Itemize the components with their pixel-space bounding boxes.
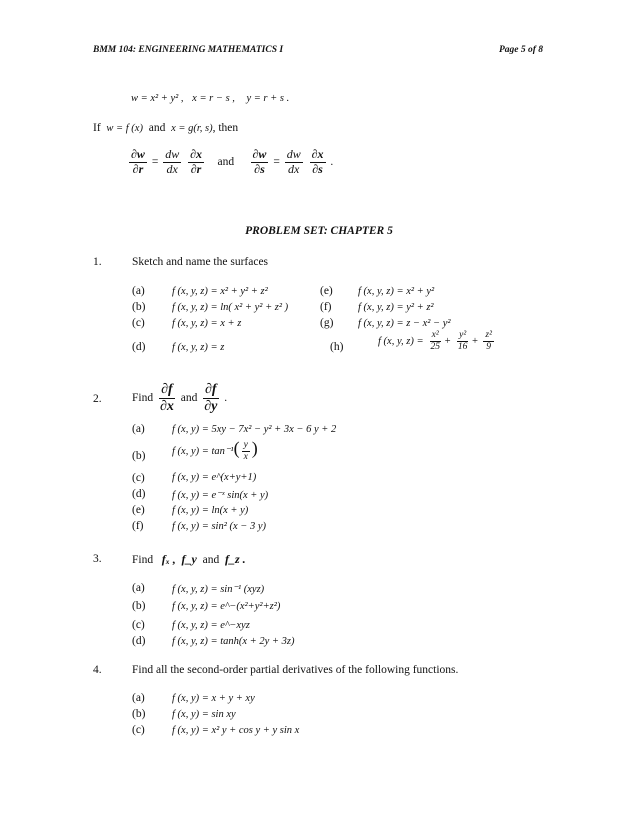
- p1-label-f: (f): [320, 301, 332, 313]
- chain1-r2: $\frac{\partial x}{\partial r}$: [190, 147, 203, 176]
- p1-label-g: (g): [320, 317, 334, 329]
- df-dy: $\frac{\partial f}{\partial y}$: [204, 382, 218, 415]
- header-course-title: BMM 104: ENGINEERING MATHEMATICS I: [93, 45, 284, 55]
- header-page-number: Page 5 of 8: [498, 45, 543, 55]
- p3-expr-a: f (x, y, z) = sin⁻¹ (xyz): [172, 584, 265, 595]
- p2-label-b: (b): [132, 450, 146, 462]
- p1-label-e: (e): [320, 285, 333, 297]
- chain2-lhs: $\frac{\partial w}{\partial s}$: [252, 147, 267, 176]
- p1-expr-g: f (x, y, z) = z − x² − y²: [358, 318, 451, 329]
- problem-3-number: 3.: [93, 553, 102, 565]
- p2-expr-e: f (x, y) = ln(x + y): [172, 505, 249, 516]
- p1-label-c: (c): [132, 317, 145, 329]
- p1-label-a: (a): [132, 285, 145, 297]
- p4-expr-b: f (x, y) = sin xy: [172, 709, 236, 720]
- p1-expr-h: f (x, y, z) = $\frac{\text{x²}}{25}$ + $\frac{\text{y²}}{16}$ + $\frac{\text{z²}}{9}$: [378, 330, 492, 352]
- p4-label-a: (a): [132, 692, 145, 704]
- p3-label-b: (b): [132, 600, 146, 612]
- problem-2-text: Find $\frac{\partial f}{\partial x}$ and $\frac{\partial f}{\partial y}$ .: [132, 382, 228, 415]
- p4-expr-c: f (x, y) = x² y + cos y + y sin x: [172, 725, 300, 736]
- problem-set-title: PROBLEM SET: CHAPTER 5: [245, 225, 393, 237]
- p1-label-d: (d): [132, 341, 146, 353]
- h-frac-y: $\frac{\text{y²}}{16}$: [457, 330, 468, 352]
- h-frac-x: $\frac{\text{x²}}{25}$: [430, 330, 440, 352]
- p3-expr-d: f (x, y, z) = tanh(x + 2y + 3z): [172, 636, 295, 647]
- p2-expr-a: f (x, y) = 5xy − 7x² − y² + 3x − 6 y + 2: [172, 424, 337, 435]
- chain2-r2: $\frac{\partial x}{\partial s}$: [311, 147, 324, 176]
- p3-expr-c: f (x, y, z) = e^−xyz: [172, 620, 250, 631]
- p1-expr-c: f (x, y, z) = x + z: [172, 318, 242, 329]
- h-frac-z: $\frac{\text{z²}}{9}$: [485, 330, 492, 352]
- p1-expr-e: f (x, y, z) = x² + y²: [358, 286, 435, 297]
- chain-rule-equations: $\frac{\partial w}{\partial r}$ = $\frac{dw}{dx}$ $\frac{\partial x}{\partial r}$ and $\frac{\partial w}{\partial s}$ = $\frac{dw}{dx}$ $\frac{\partial x}{\partial s}$ .: [131, 147, 334, 176]
- p2-expr-d: f (x, y) = e⁻ˣ sin(x + y): [172, 490, 269, 501]
- p3-label-d: (d): [132, 635, 146, 647]
- df-dx: $\frac{\partial f}{\partial x}$: [159, 382, 174, 415]
- if-text: If: [93, 122, 101, 134]
- p2-label-a: (a): [132, 423, 145, 435]
- problem-4-text: Find all the second-order partial derivatives of the following functions.: [132, 664, 459, 676]
- p1-expr-a: f (x, y, z) = x² + y² + z²: [172, 286, 268, 297]
- p1-expr-f: f (x, y, z) = y² + z²: [358, 302, 434, 313]
- chain1-lhs: $\frac{\partial w}{\partial r}$: [131, 147, 145, 176]
- p1-expr-b: f (x, y, z) = ln( x² + y² + z² ): [172, 302, 289, 313]
- and-text: and: [148, 122, 166, 134]
- chain-and-text: and: [217, 155, 235, 168]
- intro-eq-y: y = r + s .: [246, 93, 290, 104]
- intro-equations: [131, 92, 289, 104]
- intro-eq-x: x = r − s ,: [192, 93, 235, 104]
- problem-1-text: Sketch and name the surfaces: [132, 256, 269, 268]
- p4-label-b: (b): [132, 708, 146, 720]
- p3-expr-b: f (x, y, z) = e^−(x²+y²+z²): [172, 601, 281, 612]
- p3-label-a: (a): [132, 582, 145, 594]
- problem-2-number: 2.: [93, 393, 102, 405]
- p1-label-h: (h): [330, 341, 344, 353]
- fx-symbol: fₓ ,: [161, 552, 176, 566]
- condition-x: x = g(r, s): [171, 123, 213, 134]
- p2-expr-b: f (x, y) = tan⁻¹( $\frac{y}{x}$ ): [172, 438, 258, 462]
- p1-expr-d: f (x, y, z) = z: [172, 342, 225, 353]
- chain1-r1: $\frac{dw}{dx}$: [165, 147, 180, 176]
- problem-1-number: 1.: [93, 256, 102, 268]
- p2-expr-c: f (x, y) = e^(x+y+1): [172, 472, 257, 483]
- intro-condition: [93, 122, 238, 134]
- p1-label-b: (b): [132, 301, 146, 313]
- p2-expr-f: f (x, y) = sin² (x − 3 y): [172, 521, 266, 532]
- then-text: , then: [212, 122, 239, 134]
- intro-eq-w: w = x² + y² ,: [131, 93, 184, 104]
- p2-label-d: (d): [132, 488, 146, 500]
- p2-label-c: (c): [132, 472, 145, 484]
- p4-label-c: (c): [132, 724, 145, 736]
- problem-4-number: 4.: [93, 664, 102, 676]
- p2-label-e: (e): [132, 504, 145, 516]
- p4-expr-a: f (x, y) = x + y + xy: [172, 693, 255, 704]
- problem-3-text: Find fₓ , f_y and f_z .: [132, 552, 246, 566]
- p2-label-f: (f): [132, 520, 144, 532]
- p3-label-c: (c): [132, 619, 145, 631]
- chain2-r1: $\frac{dw}{dx}$: [286, 147, 301, 176]
- condition-w: w = f (x): [106, 123, 143, 134]
- fy-symbol: f_y: [181, 552, 197, 566]
- fz-symbol: f_z .: [224, 552, 246, 566]
